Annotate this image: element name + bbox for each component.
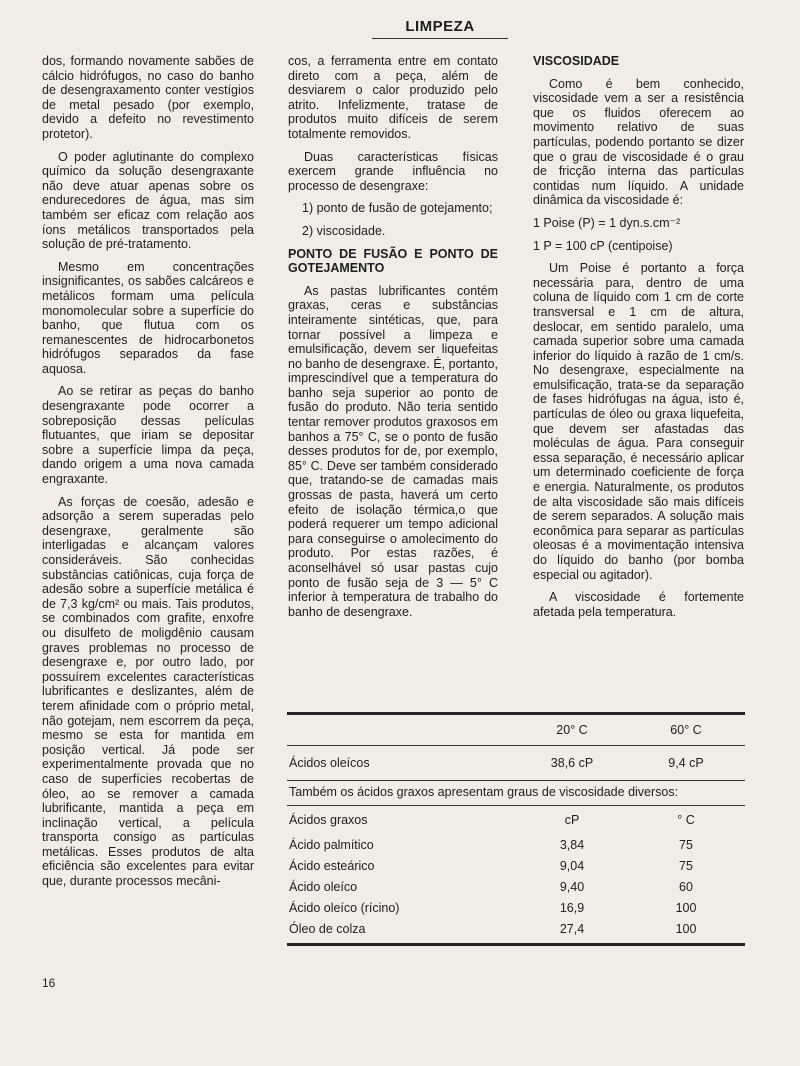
- table-row: [287, 746, 745, 780]
- table-cell: Ácidos oleícos: [289, 756, 370, 770]
- table-cell: 60° C: [670, 723, 702, 737]
- table-cell: 27,4: [559, 921, 585, 936]
- table-cell: 100: [675, 921, 697, 936]
- table-row: [287, 834, 745, 855]
- table-row: [287, 876, 745, 897]
- list-item: 2) viscosidade.: [302, 223, 386, 238]
- table-cell: 9,04: [559, 858, 585, 873]
- paragraph: Mesmo em concentrações insignificantes, os sabões calcáreos e metálicos formam uma película monomolecular sobre a superfície do banho, que flutua com os remanescentes de hidrocarbonetos hidrófugos separados da fase aquosa.: [42, 259, 254, 376]
- header-rule: [372, 38, 508, 39]
- paragraph: dos, formando novamente sabões de cálcio hidrófugos, no caso do banho de desengraxamento conter vestígios de metal pesado (por exemplo, devido a defeito no revestimento protetor).: [42, 54, 254, 141]
- table-note: Também os ácidos graxos apresentam graus de viscosidade diversos:: [289, 785, 679, 799]
- table-row: [287, 918, 745, 939]
- section-title: VISCOSIDADE: [533, 54, 620, 68]
- table-cell: 20° C: [556, 723, 588, 737]
- table-row: [287, 855, 745, 876]
- table-header-row: [287, 715, 745, 745]
- viscosity-table: [287, 712, 745, 946]
- paragraph: As forças de coesão, adesão e adsorção a serem superadas pelo desengraxe, geralmente são interligadas e alcançam valores consideráveis. São conhecidas substâncias catiônicas, cuja força de adesão sobre a superfície metálica é de 7,3 kg/cm² ou mais. Tais produtos, se combinados com grafite, enxofre ou disulfeto de moligdênio causam graves problemas no processo de desengraxe e, por outro lado, por possuírem excelentes características lubrificantes e deslizantes, além de terem afinidade com o próprio metal, não gotejam, nem escorrem da peça, mesmo se esta for mantida em posição vertical. Já pode ser experimentalmente provada que no caso de superfícies recobertas de óleo, ao se remover a camada lubrificante, mantida a peça em inclinação vertical, a película transporta consigo as partículas metálicas. Esses produtos de alta eficiência são excelentes para evitar que, durante processos mecâni-: [42, 494, 254, 889]
- table-cell: 3,84: [559, 837, 585, 852]
- page-header-title: LIMPEZA: [405, 18, 475, 35]
- table-cell: Ácido esteárico: [289, 858, 375, 873]
- paragraph: O poder aglutinante do complexo químico da solução desengraxante não deve atuar apenas sobre os endurecedores de água, mas sim também ser eficaz com relação aos íons metálicos transportados pela solução de pré-tratamento.: [42, 149, 254, 252]
- formula: 1 P = 100 cP (centipoise): [533, 238, 673, 253]
- paragraph: Ao se retirar as peças do banho desengraxante pode ocorrer a sobreposição dessas películas flutuantes, que iriam se depositar sobre a superfície limpa da peça, dando origem a uma nova camada engraxante.: [42, 384, 254, 487]
- paragraph: Como é bem conhecido, viscosidade vem a ser a resistência que os fluidos oferecem ao movimento relativo de suas partículas, podendo portanto se dizer que o grau de viscosidade é o grau de fricção interna das partículas contidas num líquido. A unidade dinâmica da viscosidade é:: [533, 76, 744, 208]
- paragraph: A viscosidade é fortemente afetada pela temperatura.: [533, 590, 744, 619]
- paragraph: Duas características físicas exercem grande influência no processo de desengraxe:: [288, 149, 498, 193]
- table-cell: 60: [679, 879, 693, 894]
- table-rule: [287, 943, 745, 946]
- column-2: [288, 54, 498, 627]
- table-cell: 75: [679, 837, 693, 852]
- paragraph: Um Poise é portanto a força necessária para, dentro de uma coluna de líquido com 1 cm de corte transversal e 1 cm de altura, deslocar, em sentido paralelo, uma camada superior sobre uma camada inferior do líquido à razão de 1 cm/s. No desengraxe, especialmente na emulsificação, trata-se da separação de fases hidrófugas na água, isto é, partículas de óleo ou graxa liquefeita, que devem ser afastadas das moléculas de água. Para conseguir essa separação, é necessário aplicar um determinado coeficiente de força e energia. Naturalmente, os produtos de alta viscosidade são mais difíceis de serem separados. A solução mais econômica para separar as partículas oleosas é a movimentação intensiva do líquido do banho (por bomba especial ou agitador).: [533, 261, 744, 582]
- list-item: 1) ponto de fusão de gotejamento;: [302, 201, 493, 216]
- table-cell: cP: [564, 813, 580, 827]
- table-cell: Óleo de colza: [289, 921, 366, 936]
- formula: 1 Poise (P) = 1 dyn.s.cm⁻²: [533, 215, 681, 230]
- table-cell: 100: [675, 900, 697, 915]
- table-cell: 9,40: [559, 879, 585, 894]
- table-row: [287, 897, 745, 918]
- page-number: 16: [42, 976, 56, 990]
- table-cell: Ácido oleíco (rícino): [289, 900, 400, 915]
- paragraph: As pastas lubrificantes contém graxas, ceras e substâncias inteiramente sintéticas, que, para tornar possível a limpeza e emulsificação, devem ser liquefeitas no banho de desengraxe. É, portanto, imprescindível que a temperatura do banho seja superior ao ponto de fusão do produto. Não teria sentido tentar remover produtos graxosos em banhos a 75° C, se o ponto de fusão desses produtos for de, por exemplo, 85° C. Deve ser também considerado que, tratando-se de camadas mais grossas de pasta, haverá um certo efeito de isolação térmica,o que poderá requerer um tempo adicional para conseguirse o amolecimento do produto. Por estas razões, é aconselhável só usar pastas cujo ponto de fusão seja de 3 — 5° C inferior à temperatura de trabalho do banho de desengraxe.: [288, 283, 498, 619]
- column-1: [42, 54, 254, 897]
- table-cell: 75: [679, 858, 693, 873]
- table-cell: 38,6 cP: [550, 756, 594, 770]
- table-subheader-row: [287, 806, 745, 834]
- table-cell: Ácido palmítico: [289, 837, 374, 852]
- section-title: PONTO DE FUSÃO E PONTO DE GOTEJAMENTO: [288, 246, 498, 276]
- column-3: [533, 54, 744, 627]
- table-cell: ° C: [677, 813, 695, 827]
- paragraph: cos, a ferramenta entre em contato direto com a peça, além de desviarem o calor produzido pelo atrito. Infelizmente, tratase de produtos muito difíceis de serem totalmente removidos.: [288, 54, 498, 141]
- table-cell: 16,9: [559, 900, 585, 915]
- table-cell: Ácidos graxos: [289, 813, 368, 827]
- table-cell: 9,4 cP: [668, 756, 704, 770]
- table-cell: Ácido oleíco: [289, 879, 358, 894]
